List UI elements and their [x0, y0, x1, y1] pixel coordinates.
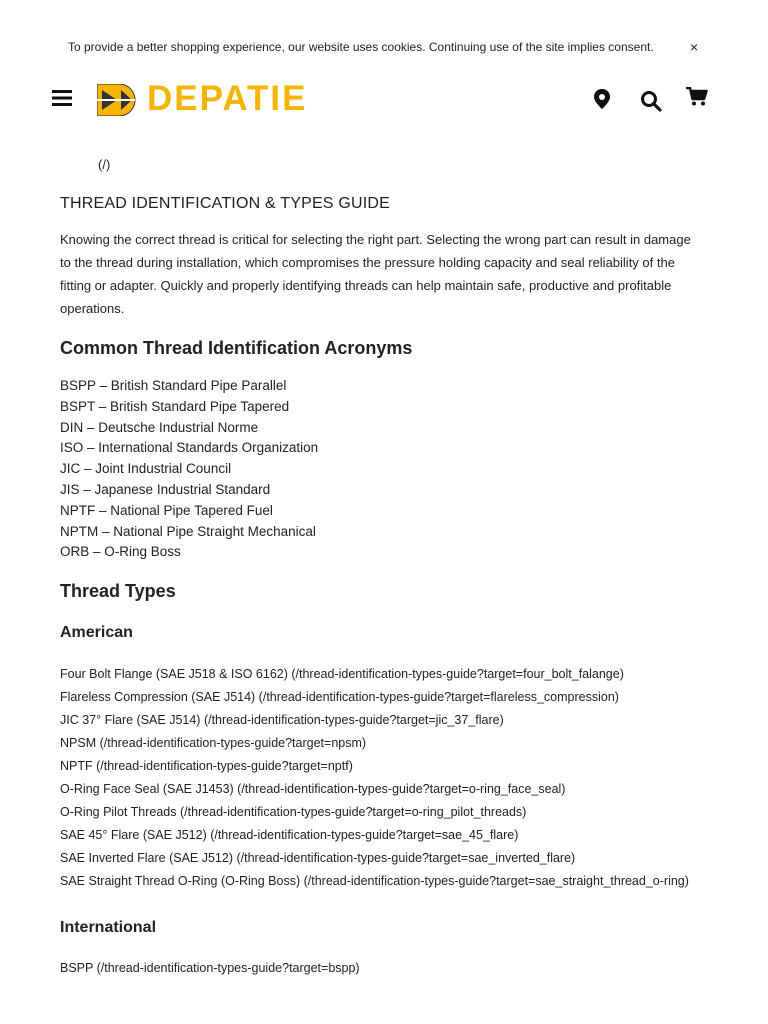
thread-link-sae-45-flare[interactable]: SAE 45° Flare (SAE J512) (/thread-identification-types-guide?target=sae_45_flare)	[60, 828, 519, 842]
acronym-item: NPTM – National Pipe Straight Mechanical	[60, 523, 316, 539]
location-icon[interactable]	[592, 88, 614, 110]
cookie-notice-text: To provide a better shopping experience, our website uses cookies. Continuing use of the site implies consent.	[68, 40, 654, 54]
thread-link-o-ring-pilot[interactable]: O-Ring Pilot Threads (/thread-identification-types-guide?target=o-ring_pilot_threads)	[60, 805, 527, 819]
cookie-notice	[0, 0, 768, 80]
acronym-item: BSPT – British Standard Pipe Tapered	[60, 398, 290, 414]
list-item	[60, 870, 700, 893]
list-item	[60, 824, 700, 847]
search-icon[interactable]	[640, 90, 662, 112]
list-item	[60, 732, 700, 755]
american-thread-list	[60, 663, 700, 893]
thread-link-four-bolt-flange[interactable]: Four Bolt Flange (SAE J518 & ISO 6162) (/thread-identification-types-guide?target=four_bolt_falange)	[60, 667, 624, 681]
list-item	[60, 663, 700, 686]
acronyms-heading: Common Thread Identification Acronyms	[60, 338, 413, 358]
menu-icon[interactable]	[52, 90, 72, 106]
logo-text: DEPATIE	[147, 79, 308, 118]
site-header	[0, 80, 768, 120]
thread-link-jic-37-flare[interactable]: JIC 37° Flare (SAE J514) (/thread-identification-types-guide?target=jic_37_flare)	[60, 713, 504, 727]
thread-link-npsm[interactable]: NPSM (/thread-identification-types-guide?target=npsm)	[60, 736, 367, 750]
depatie-logo[interactable]	[97, 80, 347, 120]
thread-link-nptf[interactable]: NPTF (/thread-identification-types-guide?target=nptf)	[60, 759, 353, 773]
thread-link-sae-inverted-flare[interactable]: SAE Inverted Flare (SAE J512) (/thread-identification-types-guide?target=sae_inverted_flare)	[60, 851, 576, 865]
depatie-logo-mark	[97, 84, 139, 116]
list-item	[60, 686, 700, 709]
list-item	[60, 778, 700, 801]
acronym-item: JIC – Joint Industrial Council	[60, 461, 232, 477]
thread-link-bspp[interactable]: BSPP (/thread-identification-types-guide?target=bspp)	[60, 961, 360, 975]
home-link[interactable]: (/)	[98, 157, 111, 172]
thread-link-o-ring-face-seal[interactable]: O-Ring Face Seal (SAE J1453) (/thread-identification-types-guide?target=o-ring_face_seal)	[60, 782, 566, 796]
thread-link-flareless-compression[interactable]: Flareless Compression (SAE J514) (/thread-identification-types-guide?target=flareless_compression)	[60, 690, 619, 704]
cart-icon[interactable]	[686, 87, 708, 109]
acronym-item: ISO – International Standards Organization	[60, 440, 319, 456]
acronym-item: ORB – O-Ring Boss	[60, 544, 181, 560]
page-title: THREAD IDENTIFICATION & TYPES GUIDE	[60, 195, 390, 212]
cookie-close-button[interactable]: ×	[690, 39, 699, 55]
acronym-list	[60, 376, 318, 563]
international-thread-list	[60, 957, 360, 980]
acronym-item: JIS – Japanese Industrial Standard	[60, 481, 271, 497]
list-item	[60, 957, 360, 980]
intro-paragraph: Knowing the correct thread is critical for selecting the right part. Selecting the wrong part can result in damage to the thread during installation, which compromises the pressure holding capacity and seal reliability of the fitting or adapter. Quickly and properly identifying threads can help maintain safe, productive and profitable operations.	[60, 232, 691, 316]
list-item	[60, 847, 700, 870]
acronym-item: DIN – Deutsche Industrial Norme	[60, 419, 259, 435]
thread-types-heading: Thread Types	[60, 581, 176, 601]
international-heading: International	[60, 919, 157, 936]
american-heading: American	[60, 624, 133, 641]
list-item	[60, 801, 700, 824]
acronym-item: BSPP – British Standard Pipe Parallel	[60, 378, 287, 393]
list-item	[60, 709, 700, 732]
acronym-item: NPTF – National Pipe Tapered Fuel	[60, 502, 273, 518]
thread-link-sae-straight-thread[interactable]: SAE Straight Thread O-Ring (O-Ring Boss) (/thread-identification-types-guide?target=sae_straight_thread_o-ring)	[60, 874, 689, 888]
list-item	[60, 755, 700, 778]
